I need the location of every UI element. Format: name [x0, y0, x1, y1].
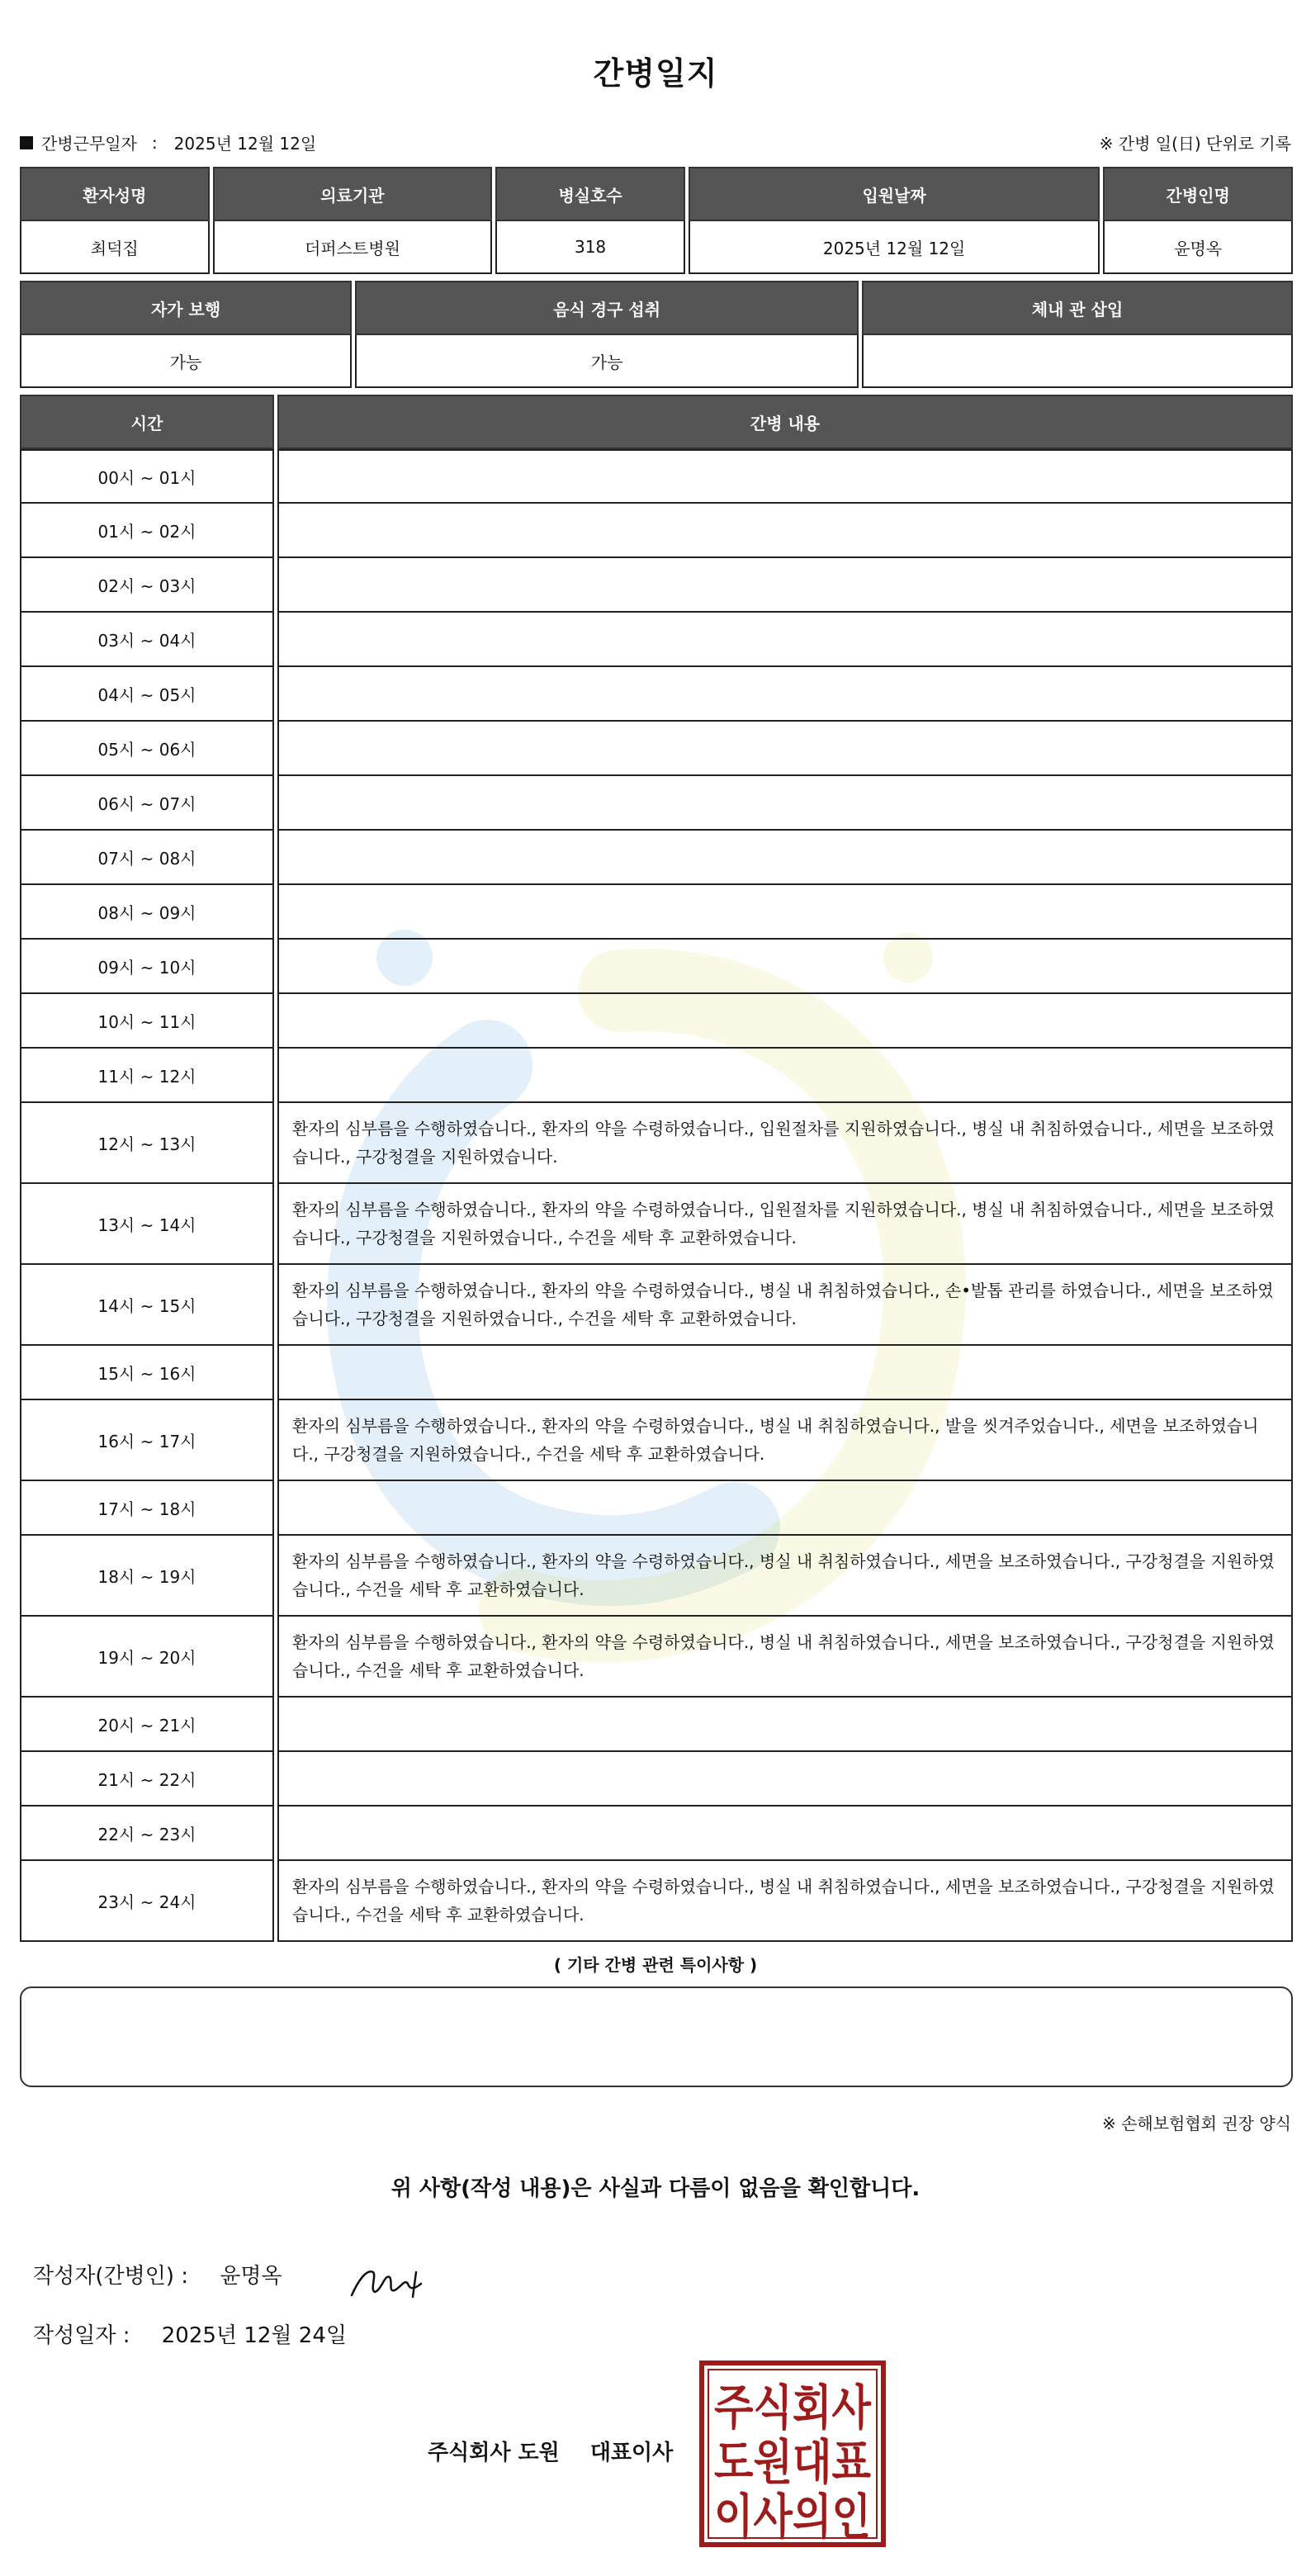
log-row	[20, 1807, 1293, 1861]
ceo-label: 대표이사	[589, 2441, 674, 2465]
header-oral-intake: 음식 경구 섭취	[355, 281, 859, 335]
log-row	[20, 1752, 1293, 1807]
tube-insertion-value	[862, 335, 1293, 388]
log-time: 09시 ~ 10시	[20, 940, 274, 994]
oral-intake-value: 가능	[355, 335, 859, 388]
header-admission-date: 입원날짜	[689, 167, 1100, 221]
log-row	[20, 1346, 1293, 1400]
confirmation-statement: 위 사항(작성 내용)은 사실과 다름이 없음을 확인합니다.	[390, 2176, 921, 2201]
log-content	[277, 1807, 1293, 1861]
log-row	[20, 504, 1293, 558]
log-row	[20, 1184, 1293, 1265]
square-bullet-icon	[20, 136, 33, 149]
log-time: 23시 ~ 24시	[20, 1861, 274, 1942]
log-content: 환자의 심부름을 수행하였습니다., 환자의 약을 수령하였습니다., 병실 내 취침하였습니다., 발을 씻겨주었습니다., 세면을 보조하였습니다., 구강청결을 지원하였습니다., 수건을 세탁 후 교환하였습니다.	[277, 1400, 1293, 1481]
log-content	[277, 831, 1293, 885]
log-row	[20, 1617, 1293, 1698]
log-row	[20, 1861, 1293, 1942]
log-content	[277, 940, 1293, 994]
seal-text-line: 주식회사	[714, 2379, 872, 2436]
header-time: 시간	[20, 395, 274, 449]
log-time: 00시 ~ 01시	[20, 449, 274, 504]
log-row	[20, 940, 1293, 994]
log-row	[20, 613, 1293, 667]
log-time: 02시 ~ 03시	[20, 558, 274, 613]
log-row	[20, 667, 1293, 722]
log-row	[20, 1049, 1293, 1103]
header-hospital: 의료기관	[213, 167, 493, 221]
writer-name: 윤명옥	[220, 2264, 282, 2289]
company-name: 주식회사 도원	[428, 2441, 560, 2465]
page-title: 간병일지	[593, 55, 718, 92]
header-patient-name: 환자성명	[20, 167, 210, 221]
log-row	[20, 885, 1293, 940]
written-date-value: 2025년 12월 24일	[161, 2323, 347, 2348]
log-content	[277, 449, 1293, 504]
special-notes-title: ( 기타 간병 관련 특이사항 )	[553, 1955, 758, 1975]
log-row	[20, 1265, 1293, 1346]
seal-text-line: 이사의인	[714, 2488, 871, 2545]
log-time: 03시 ~ 04시	[20, 613, 274, 667]
log-time: 05시 ~ 06시	[20, 722, 274, 776]
work-date-line	[20, 130, 316, 154]
log-content	[277, 994, 1293, 1049]
log-time: 19시 ~ 20시	[20, 1617, 274, 1698]
recommend-note: ※ 손해보험협회 권장 양식	[1101, 2114, 1291, 2133]
writer-label: 작성자(간병인) :	[33, 2264, 189, 2289]
log-time: 10시 ~ 11시	[20, 994, 274, 1049]
log-content	[277, 667, 1293, 722]
log-row	[20, 449, 1293, 504]
log-time: 22시 ~ 23시	[20, 1807, 274, 1861]
patient-info-table	[17, 167, 1296, 274]
log-content: 환자의 심부름을 수행하였습니다., 환자의 약을 수령하였습니다., 병실 내 취침하였습니다., 세면을 보조하였습니다., 구강청결을 지원하였습니다., 수건을 세탁 후 교환하였습니다.	[277, 1536, 1293, 1617]
log-time: 04시 ~ 05시	[20, 667, 274, 722]
log-time: 21시 ~ 22시	[20, 1752, 274, 1807]
log-time: 20시 ~ 21시	[20, 1698, 274, 1752]
room-value: 318	[495, 221, 685, 274]
log-row	[20, 1698, 1293, 1752]
work-date-separator: :	[151, 132, 158, 153]
log-time: 18시 ~ 19시	[20, 1536, 274, 1617]
log-content	[277, 1481, 1293, 1536]
admission-date-value: 2025년 12월 12일	[689, 221, 1100, 274]
log-content: 환자의 심부름을 수행하였습니다., 환자의 약을 수령하였습니다., 입원절차를 지원하였습니다., 병실 내 취침하였습니다., 세면을 보조하였습니다., 구강청결을 지원하였습니다.	[277, 1103, 1293, 1184]
log-time: 14시 ~ 15시	[20, 1265, 274, 1346]
log-time: 17시 ~ 18시	[20, 1481, 274, 1536]
log-content	[277, 776, 1293, 831]
header-caregiver-name: 간병인명	[1103, 167, 1293, 221]
log-content	[277, 1752, 1293, 1807]
header-tube-insertion: 체내 관 삽입	[862, 281, 1293, 335]
log-content	[277, 1049, 1293, 1103]
company-line	[428, 2436, 673, 2466]
log-time: 15시 ~ 16시	[20, 1346, 274, 1400]
caregiver-name-value: 윤명옥	[1103, 221, 1293, 274]
log-row	[20, 994, 1293, 1049]
log-row	[20, 722, 1293, 776]
company-seal	[698, 2360, 887, 2548]
unit-note: ※ 간병 일(日) 단위로 기록	[1099, 134, 1291, 154]
written-date-label: 작성일자 :	[33, 2323, 130, 2348]
log-row	[20, 1103, 1293, 1184]
log-time: 08시 ~ 09시	[20, 885, 274, 940]
header-self-walking: 자가 보행	[20, 281, 352, 335]
log-content	[277, 885, 1293, 940]
signature	[347, 2247, 438, 2305]
log-content	[277, 1346, 1293, 1400]
written-date-line	[33, 2318, 347, 2349]
self-walking-value: 가능	[20, 335, 352, 388]
log-content: 환자의 심부름을 수행하였습니다., 환자의 약을 수령하였습니다., 병실 내 취침하였습니다., 세면을 보조하였습니다., 구강청결을 지원하였습니다., 수건을 세탁 후 교환하였습니다.	[277, 1617, 1293, 1698]
log-time: 07시 ~ 08시	[20, 831, 274, 885]
work-date-value: 2025년 12월 12일	[173, 134, 317, 154]
log-time: 11시 ~ 12시	[20, 1049, 274, 1103]
log-time: 16시 ~ 17시	[20, 1400, 274, 1481]
hospital-value: 더퍼스트병원	[213, 221, 493, 274]
special-notes-box	[20, 1986, 1293, 2087]
patient-name-value: 최덕집	[20, 221, 210, 274]
log-time: 12시 ~ 13시	[20, 1103, 274, 1184]
log-content	[277, 722, 1293, 776]
care-log-table	[17, 395, 1296, 1942]
log-content: 환자의 심부름을 수행하였습니다., 환자의 약을 수령하였습니다., 병실 내 취침하였습니다., 세면을 보조하였습니다., 구강청결을 지원하였습니다., 수건을 세탁 후 교환하였습니다.	[277, 1861, 1293, 1942]
log-row	[20, 1400, 1293, 1481]
log-content	[277, 504, 1293, 558]
log-row	[20, 831, 1293, 885]
header-room: 병실호수	[495, 167, 685, 221]
writer-line	[33, 2259, 282, 2290]
log-row	[20, 776, 1293, 831]
log-row	[20, 1536, 1293, 1617]
log-time: 01시 ~ 02시	[20, 504, 274, 558]
log-content	[277, 1698, 1293, 1752]
work-date-label: 간병근무일자	[41, 134, 137, 154]
seal-text-line: 도원대표	[714, 2434, 871, 2490]
log-row	[20, 1481, 1293, 1536]
ability-table	[17, 281, 1296, 388]
log-row	[20, 558, 1293, 613]
log-time: 06시 ~ 07시	[20, 776, 274, 831]
log-content	[277, 558, 1293, 613]
log-content: 환자의 심부름을 수행하였습니다., 환자의 약을 수령하였습니다., 병실 내 취침하였습니다., 손•발톱 관리를 하였습니다., 세면을 보조하였습니다., 구강청결을 지원하였습니다., 수건을 세탁 후 교환하였습니다.	[277, 1265, 1293, 1346]
log-time: 13시 ~ 14시	[20, 1184, 274, 1265]
header-care-content: 간병 내용	[277, 395, 1293, 449]
log-content	[277, 613, 1293, 667]
log-content: 환자의 심부름을 수행하였습니다., 환자의 약을 수령하였습니다., 입원절차를 지원하였습니다., 병실 내 취침하였습니다., 세면을 보조하였습니다., 구강청결을 지원하였습니다., 수건을 세탁 후 교환하였습니다.	[277, 1184, 1293, 1265]
